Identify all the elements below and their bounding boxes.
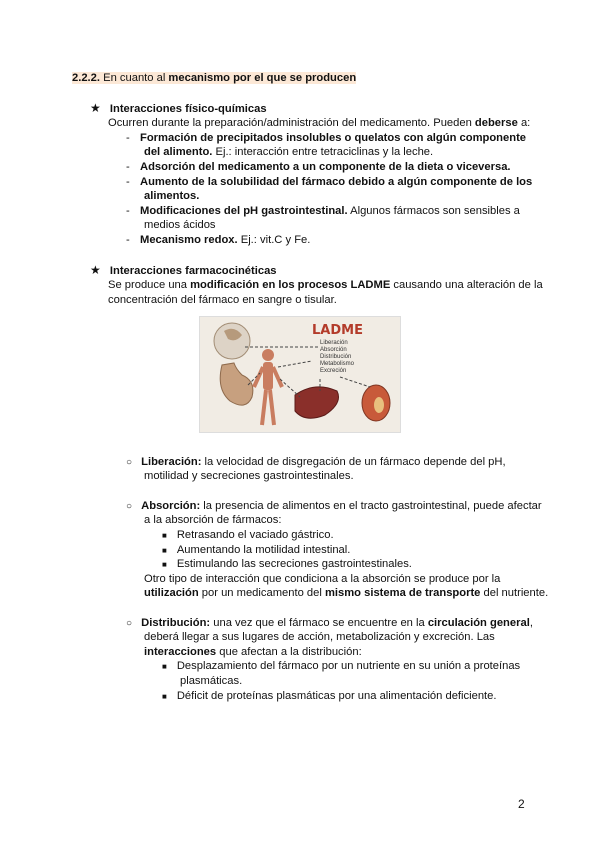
ladme-legend (320, 340, 354, 375)
lib-line2: motilidad y secreciones gastrointestinales. (144, 470, 354, 482)
heading-text: En cuanto al (100, 72, 169, 84)
square-bullet-icon: ■ (162, 560, 167, 569)
s2-line2: concentración del fármaco en sangre o tisular. (108, 294, 337, 306)
circle-bullet-icon: ○ (126, 457, 133, 468)
square-bullet-icon: ■ (162, 546, 167, 555)
dash-bullet: - (126, 205, 130, 217)
ladme-figure (199, 316, 401, 433)
abs-line1: ○ Absorción: la presencia de alimentos en el tracto gastrointestinal, puede afectar (126, 500, 542, 512)
s2-line1: Se produce una modificación en los procesos LADME causando una alteración de la (108, 279, 543, 291)
legend-item: Absorción (320, 347, 347, 353)
s1-intro: Ocurren durante la preparación/administración del medicamento. Pueden deberse a: (108, 117, 531, 129)
dist-line3: interacciones que afectan a la distribución: (144, 646, 362, 658)
lib-line1: ○ Liberación: la velocidad de disgregación de un fármaco depende del pH, (126, 456, 506, 468)
dist-line1: ○ Distribución: una vez que el fármaco se encuentre en la circulación general, (126, 617, 533, 629)
dash-bullet: - (126, 176, 130, 188)
heading-bold: mecanismo por el que se producen (168, 72, 357, 84)
s2-title-text: Interacciones farmacocinéticas (109, 265, 277, 277)
circle-bullet-icon: ○ (126, 618, 133, 629)
list-item: - Modificaciones del pH gastrointestinal. Algunos fármacos son sensibles a (126, 205, 520, 217)
square-bullet-icon: ■ (162, 692, 167, 701)
list-item: ■ Aumentando la motilidad intestinal. (162, 544, 351, 556)
square-bullet-icon: ■ (162, 662, 167, 671)
list-item: - Mecanismo redox. Ej.: vit.C y Fe. (126, 234, 311, 246)
list-item: ■ Estimulando las secreciones gastrointestinales. (162, 558, 412, 570)
list-item: ■ Déficit de proteínas plasmáticas por una alimentación deficiente. (162, 690, 497, 702)
page-number: 2 (518, 797, 525, 811)
dash-bullet: - (126, 161, 130, 173)
star-bullet-icon: ★ (90, 263, 101, 277)
legend-item: Excreción (320, 368, 347, 374)
abs-other2: utilización por un medicamento del mismo sistema de transporte del nutriente. (144, 587, 549, 599)
star-bullet-icon: ★ (90, 101, 101, 115)
dash-bullet: - (126, 132, 130, 144)
list-item-cont: medios ácidos (144, 219, 216, 231)
square-bullet-icon: ■ (162, 531, 167, 540)
s1-title-text: Interacciones físico-químicas (109, 103, 267, 115)
legend-item: Distribución (320, 354, 352, 360)
list-item-cont: plasmáticas. (180, 675, 243, 687)
section-heading (72, 71, 356, 86)
s2-title (90, 263, 277, 279)
s1-title (90, 101, 267, 117)
list-item: ■ Retrasando el vaciado gástrico. (162, 529, 334, 541)
list-item-cont: alimentos. (144, 190, 200, 202)
list-item-cont: del alimento. Ej.: interacción entre tetraciclinas y la leche. (144, 146, 434, 158)
list-item: - Aumento de la solubilidad del fármaco debido a algún componente de los (126, 176, 533, 188)
circle-bullet-icon: ○ (126, 501, 133, 512)
heading-number: 2.2.2. (72, 72, 100, 84)
abs-line2: a la absorción de fármacos: (144, 514, 282, 526)
dash-bullet: - (126, 234, 130, 246)
legend-item: Liberación (320, 340, 348, 346)
legend-item: Metabolismo (320, 361, 355, 367)
list-item: ■ Desplazamiento del fármaco por un nutriente en su unión a proteínas (162, 660, 521, 672)
list-item: - Adsorción del medicamento a un componente de la dieta o viceversa. (126, 161, 511, 173)
list-item: - Formación de precipitados insolubles o quelatos con algún componente (126, 132, 527, 144)
abs-other1: Otro tipo de interacción que condiciona a la absorción se produce por la (144, 573, 501, 585)
ladme-title: LADME (312, 323, 363, 338)
dist-line2: deberá llegar a sus lugares de acción, metabolización y excreción. Las (144, 631, 495, 643)
